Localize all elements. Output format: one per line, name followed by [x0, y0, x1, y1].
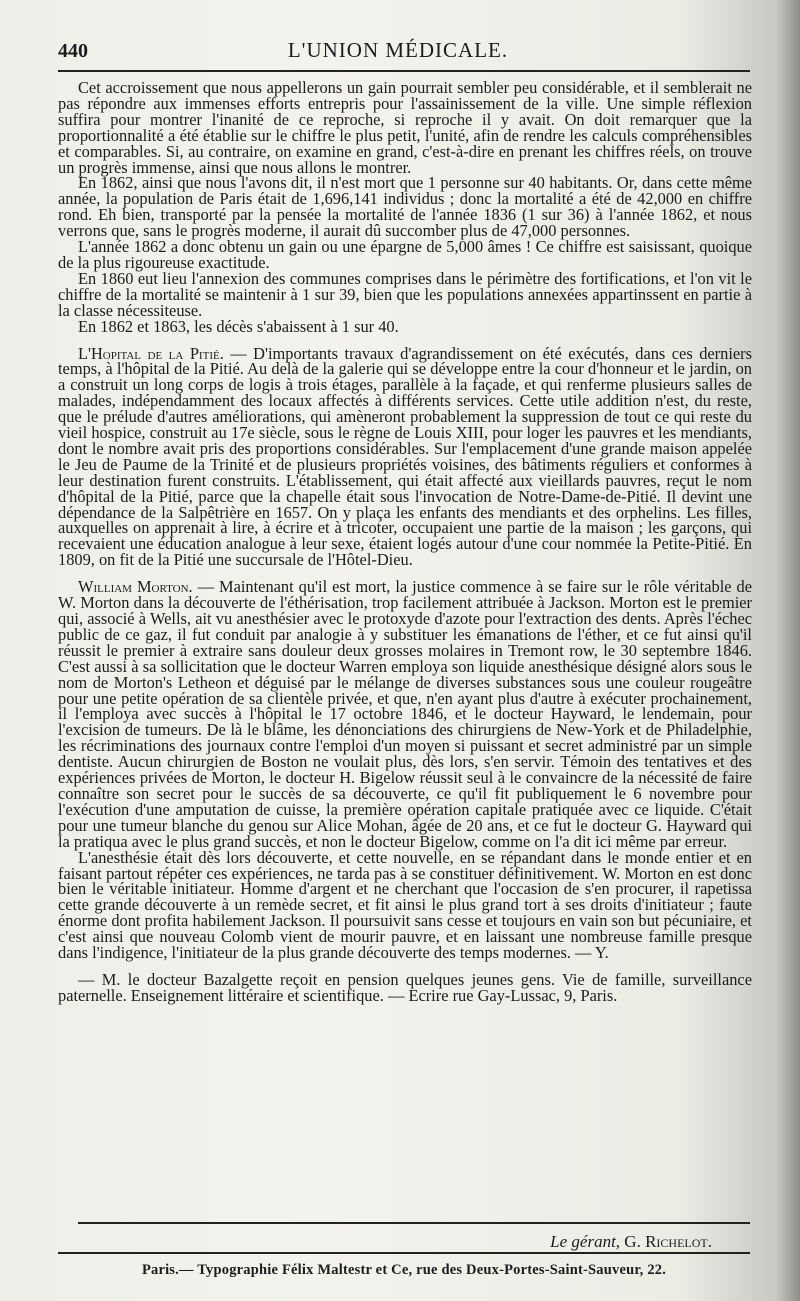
section-heading-pitie: L'Hopital de la Pitié. [78, 343, 224, 363]
paragraph-1863: En 1862 et 1863, les décès s'abaissent à 1 sur 40. [78, 316, 399, 336]
article-body [58, 80, 752, 1004]
paragraph-annexion: En 1860 eut lieu l'annexion des communes comprises dans le périmètre des fortifications, et l'on vit le chiffre de la mortalité se maintenir à 1 sur 39, bien que les populations annexées appartinssent en partie à la classe nécessiteuse. [58, 268, 752, 320]
section-heading-morton: William Morton. [78, 577, 193, 597]
gerant-label: Le gérant, [550, 1232, 621, 1251]
signature-rule [78, 1222, 750, 1224]
page-number: 440 [58, 40, 88, 62]
paragraph-anesthesie: L'anesthésie était dès lors découverte, et cette nouvelle, en se répandant dans le monde entier et en faisant partout répéter ces expériences, ne tarda pas à se constituer définitivement. W. Morton en est donc bien le véritable initiateur. Homme d'argent et ne cherchant que l'occasion de s'en procurer, il rapetissa cette grande découverte à un remède secret, et fit ainsi le plus grand tort à ses droits d'initiateur ; faute énorme dont profita habilement Jackson. Il poursuivit sans cesse et toujours en vain son but pécuniaire, et c'est ainsi que nouveau Colomb vient de mourir pauvre, et en laissant une nombreuse famille presque dans l'indigence, l'initiateur de la plus grande découverte des temps modernes. — Y. [58, 847, 752, 963]
header-rule [58, 70, 750, 72]
paragraph-gain: Cet accroissement que nous appellerons un gain pourrait sembler peu considérable, et il semblerait ne pas répondre aux immenses efforts entrepris pour l'assainissement de la ville. Une simple réflexion suffira pour montrer l'inanité de ce reproche, si reproche il y avait. On doit remarquer que la proportionnalité a été établie sur le chiffre le plus petit, l'unité, afin de rendre les calculs compréhensibles et comparables. Si, au contraire, on examine en grand, c'est-à-dire en prenant les chiffres réels, on trouve un progrès immense, ainsi que nous allons le montrer. [58, 78, 752, 177]
morton-text: — Maintenant qu'il est mort, la justice commence à se faire sur le rôle véritable de W. Morton dans la découverte de l'éthérisation, trop facilement attribuée à Jackson. Morton est le premier qui, associé à Wells, ait vu anesthésier avec le protoxyde d'azote pour l'extraction des dents. Après l'échec public de ce gaz, il fut conduit par analogie à y substituer les émanations de l'éther, et ce fut ainsi qu'il réussit le premier à extraire sans douleur deux grosses molaires in Tremont row, le 30 septembre 1846. C'est aussi à sa sollicitation que le docteur Warren employa son liquide anesthésique désigné alors sous le nom de Morton's Letheon et déguisé par le mélange de diverses substances sous une couleur rougeâtre pour une petite opération de sa clientèle privée, et que, n'en ayant plus d'autre à exécuter prochainement, il l'employa avec succès à l'hôpital le 17 octobre 1846, et le docteur Hayward, le lendemain, pour l'excision de tumeurs. De là le blâme, les dénonciations des chirurgiens de New-York et de Philadelphie, les récriminations des journaux contre l'emploi d'un moyen si puissant et secret administré par un simple dentiste. Aucun chirurgien de Boston ne voulait plus, dès lors, s'en servir. Témoin des tentatives et des expériences privées de Morton, le docteur H. Bigelow réussit seul à le convaincre de la nécessité de faire connaître son secret pour le succès de sa découverte, ce qu'il fit publiquement le 6 novembre pour l'exécution d'une amputation de cuisse, la première opération capitale pratiquée avec ce liquide. C'était pour une tumeur blanche du genou sur Alice Mohan, âgée de 20 ans, et ce fut le docteur G. Hayward qui la pratiqua avec le plus grand succès, et non le docteur Bigelow, comme on l'a dit ici même par erreur. [58, 577, 752, 851]
paragraph-pitie [58, 343, 752, 570]
paragraph-morton [58, 579, 752, 849]
printer-imprint: Paris.— Typographie Félix Maltestr et Ce, rue des Deux-Portes-Saint-Sauveur, 22. [141, 1262, 667, 1278]
page-header [58, 34, 738, 64]
paragraph-annonce: — M. le docteur Bazalgette reçoit en pension quelques jeunes gens. Vie de famille, surveillance paternelle. Enseignement littéraire et scientifique. — Ecrire rue Gay-Lussac, 9, Paris. [58, 969, 752, 1005]
signature [550, 1232, 712, 1252]
paragraph-epargne: L'année 1862 a donc obtenu un gain ou une épargne de 5,000 âmes ! Ce chiffre est saisissant, quoique de la plus rigoureuse exactitude. [58, 237, 752, 272]
paragraph-1862: En 1862, ainsi que nous l'avons dit, il n'est mort que 1 personne sur 40 habitants. Or, dans cette même année, la population de Paris était de 1,696,141 individus ; donc la mortalité a été de 42,000 en chiffre rond. Eh bien, transporté par la pensée la mortalité de l'année 1836 (1 sur 36) à l'année 1862, et nous verrons que, sans le progrès moderne, il aurait dû succomber plus de 47,000 personnes. [58, 173, 752, 241]
pitie-text: — D'importants travaux d'agrandissement on été exécutés, dans ces derniers temps, à l'hôpital de la Pitié. Au delà de la galerie qui se développe entre la cour d'honneur et le jardin, on a construit un long corps de logis à trois étages, parallèle à la façade, et qui renferme plusieurs salles de malades, indépendamment des locaux affectés à différents services. Cette utile addition n'est, du reste, que le prélude d'autres améliorations, qui amèneront probablement la suppression de tout ce qui reste du vieil hospice, construit au 17e siècle, sous le règne de Louis XIII, pour loger les pauvres et les mendiants, dont le nombre avait pris des proportions considérables. Sur l'emplacement d'une grande maison appelée le Jeu de Paume de la Trinité et de plusieurs propriétés voisines, des bâtiments réguliers et conformes à leur destination furent construits. L'établissement, qui était affecté aux vieillards pauvres, reçut le nom d'hôpital de la Pitié, parce que la chapelle était sous l'invocation de Notre-Dame-de-Pitié. Il devint une dépendance de la Salpêtrière en 1657. On y plaça les enfants des mendiants et des orphelins. Les filles, auxquelles on apprenait à lire, à écrire et à tricoter, occupaient une partie de la maison ; les garçons, qui recevaient une éducation analogue à leur sexe, étaient logés autour d'une cour nommée la Petite-Pitié. En 1809, on fit de la Pitié une succursale de l'Hôtel-Dieu. [58, 343, 752, 570]
gerant-name: G. Richelot. [624, 1232, 712, 1251]
journal-title: L'UNION MÉDICALE. [287, 38, 509, 62]
imprint-rule [58, 1252, 750, 1254]
